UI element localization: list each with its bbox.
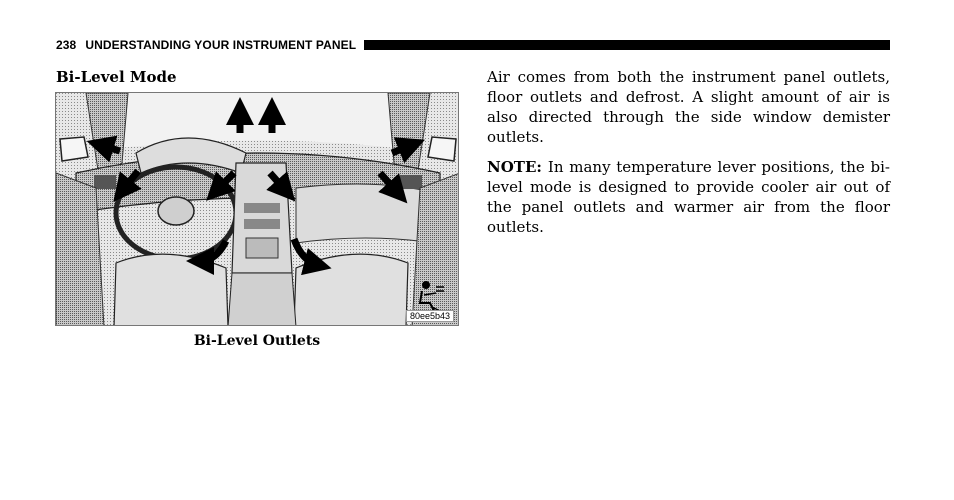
body-text: [487, 67, 890, 247]
figure-caption: Bi-Level Outlets: [193, 333, 321, 349]
header-rule: [364, 40, 890, 50]
note-paragraph: [487, 157, 890, 237]
body-paragraph: Air comes from both the instrument panel outlets, floor outlets and defrost. A slight amount of air is also directed through the side window demister outlets.: [487, 68, 890, 146]
page-header: [56, 37, 890, 53]
note-text: In many temperature lever positions, the bi-level mode is designed to provide cooler air out of the panel outlets and warmer air from the floor outlets.: [487, 158, 890, 236]
dashboard-illustration: [55, 92, 459, 326]
subheading: Bi-Level Mode: [56, 68, 177, 86]
section-title: UNDERSTANDING YOUR INSTRUMENT PANEL: [85, 38, 357, 52]
page-number: 238: [56, 38, 77, 52]
dashboard-drawing: [56, 93, 459, 326]
figure-code: 80ee5b43: [406, 310, 454, 322]
note-label: NOTE:: [487, 158, 542, 176]
